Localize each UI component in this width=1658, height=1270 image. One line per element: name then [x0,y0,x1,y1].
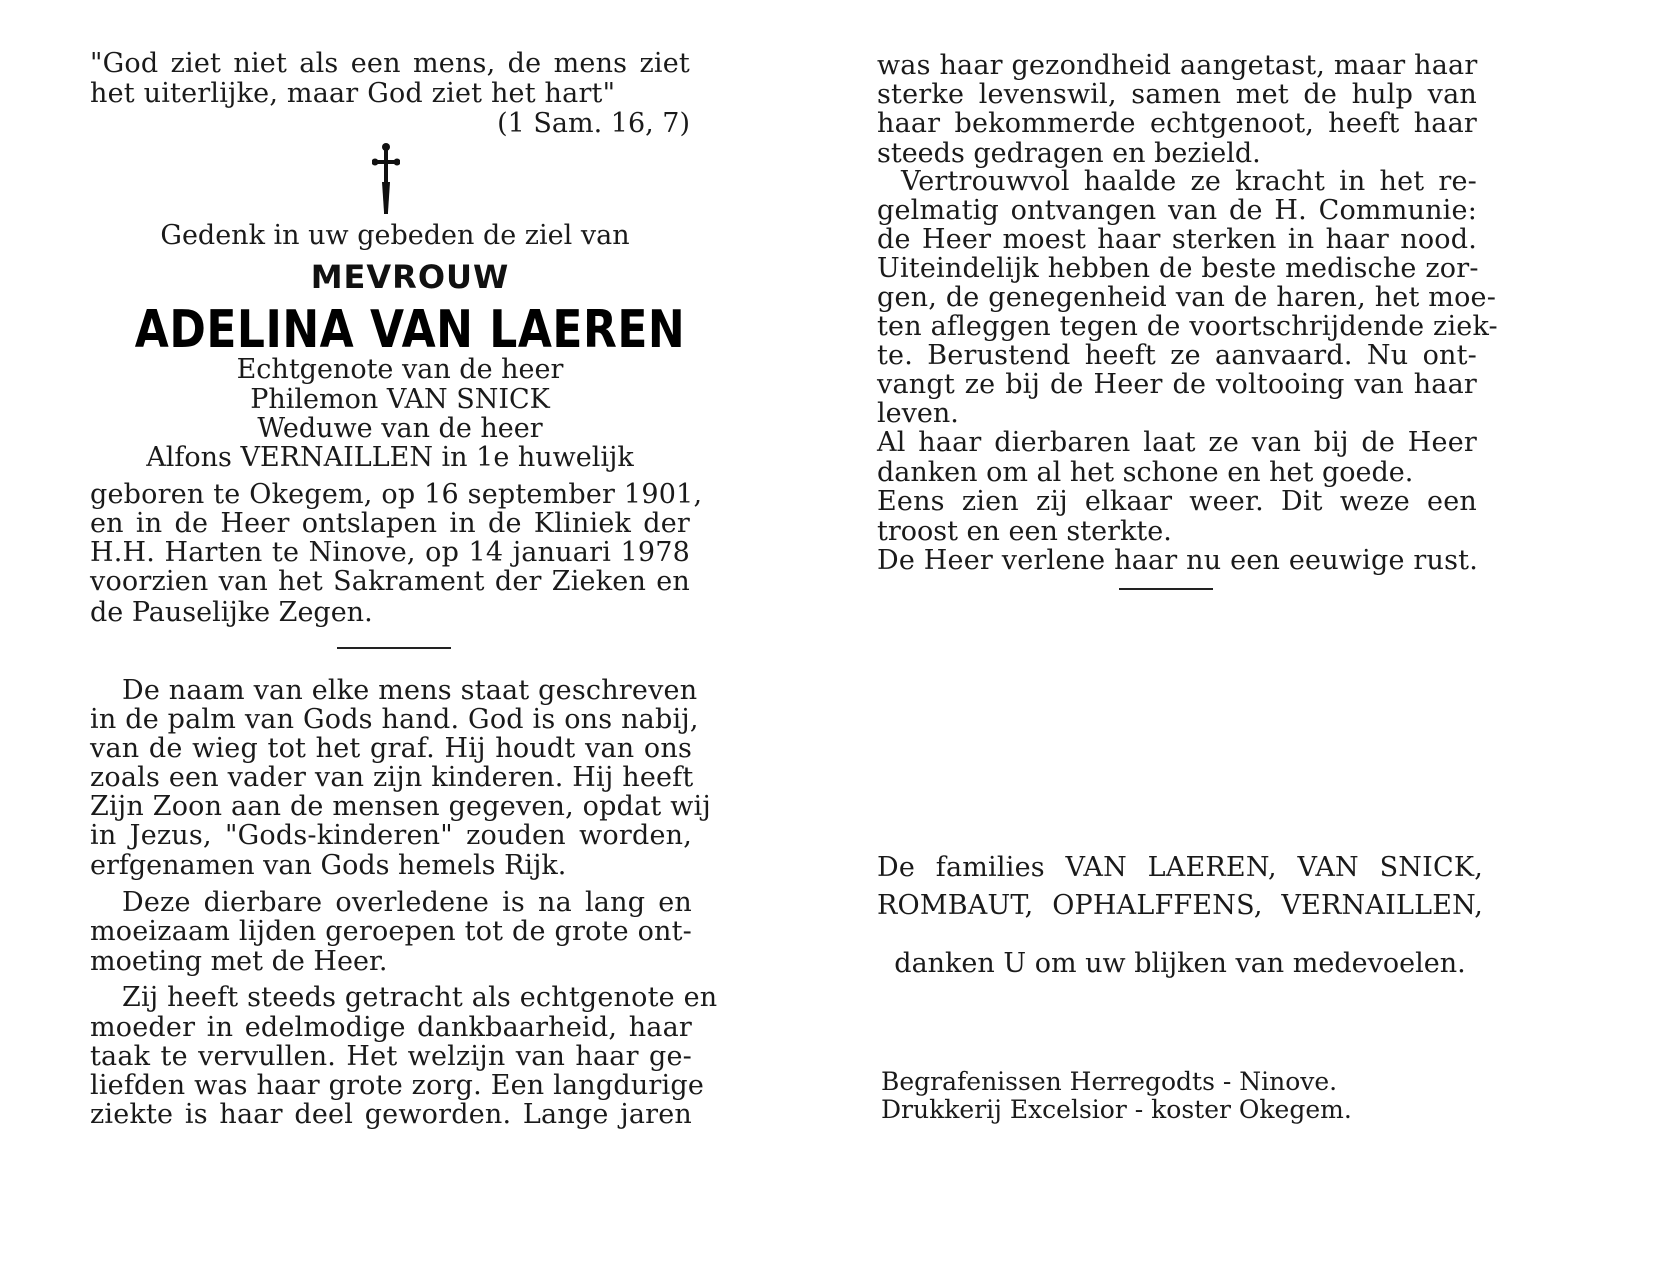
credit-line: Drukkerij Excelsior - koster Okegem. [881,1095,1352,1124]
paragraph-line: in Jezus, "Gods-kinderen" zouden worden, [90,820,692,851]
paragraph-line: van de wieg tot het graf. Hij houdt van ons [90,733,692,764]
quote-line: het uiterlijke, maar God ziet het hart" [90,78,616,109]
deceased-name: ADELINA VAN LAEREN [134,300,686,361]
paragraph-line: vangt ze bij de Heer de voltooing van haar [877,369,1477,400]
relation-line: Philemon VAN SNICK [250,384,550,415]
divider [337,647,451,649]
paragraph-line: steeds gedragen en bezield. [877,138,1261,169]
paragraph-line: moeting met de Heer. [90,946,388,977]
quote-line: "God ziet niet als een mens, de mens ziet [90,48,690,79]
bio-line: geboren te Okegem, op 16 september 1901, [90,479,703,510]
paragraph-line: De naam van elke mens staat geschreven [122,675,698,706]
credit-line: Begrafenissen Herregodts - Ninove. [881,1067,1338,1096]
thanks-line: danken U om uw blijken van medevoelen. [894,948,1466,979]
paragraph-line: ziekte is haar deel geworden. Lange jaren [90,1099,692,1130]
paragraph-line: Zijn Zoon aan de mensen gegeven, opdat wij [90,791,711,822]
paragraph-line: ten afleggen tegen de voortschrijdende ziek- [877,311,1498,342]
paragraph-line: liefden was haar grote zorg. Een langdurige [90,1070,705,1101]
honorific: MEVROUW [310,258,510,296]
families-line: De families VAN LAEREN, VAN SNICK, [877,852,1483,883]
bio-line: en in de Heer ontslapen in de Kliniek der [90,508,690,539]
quote-reference: (1 Sam. 16, 7) [497,108,690,139]
divider [1119,588,1213,590]
relation-line: Echtgenote van de heer [236,354,564,385]
paragraph-line: leven. [877,398,959,429]
paragraph-line: moeizaam lijden geroepen tot de grote ont- [90,916,692,947]
paragraph-line: danken om al het schone en het goede. [877,457,1414,488]
paragraph-line: Vertrouwvol haalde ze kracht in het re- [901,166,1477,197]
paragraph-line: Uiteindelijk hebben de beste medische zor- [877,253,1479,284]
paragraph-line: Zij heeft steeds getracht als echtgenote en [122,982,718,1013]
paragraph-line: Deze dierbare overledene is na lang en [122,887,692,918]
paragraph-line: Al haar dierbaren laat ze van bij de Heer [877,427,1477,458]
latin-cross-icon [372,142,400,216]
paragraph-line: in de palm van Gods hand. God is ons nabij, [90,704,699,735]
paragraph-line: haar bekommerde echtgenoot, heeft haar [877,108,1477,139]
paragraph-line: De Heer verlene haar nu een eeuwige rust. [877,545,1478,576]
remember-line: Gedenk in uw gebeden de ziel van [160,220,630,251]
relation-line: Weduwe van de heer [257,413,543,444]
bio-line: voorzien van het Sakrament der Zieken en [90,566,690,597]
bio-line: H.H. Harten te Ninove, op 14 januari 1978 [90,537,690,568]
paragraph-line: Eens zien zij elkaar weer. Dit weze een [877,486,1477,517]
paragraph-line: zoals een vader van zijn kinderen. Hij heeft [90,762,694,793]
paragraph-line: was haar gezondheid aangetast, maar haar [877,50,1478,81]
paragraph-line: moeder in edelmodige dankbaarheid, haar [90,1012,692,1043]
paragraph-line: erfgenamen van Gods hemels Rijk. [90,850,567,881]
families-line: ROMBAUT, OPHALFFENS, VERNAILLEN, [877,890,1483,921]
paragraph-line: gelmatig ontvangen van de H. Communie: [877,195,1477,226]
paragraph-line: te. Berustend heeft ze aanvaard. Nu ont- [877,340,1477,371]
paragraph-line: troost en een sterkte. [877,516,1172,547]
relation-line: Alfons VERNAILLEN in 1e huwelijk [146,442,634,473]
bio-line: de Pauselijke Zegen. [90,597,373,628]
right-page [829,0,1658,1270]
paragraph-line: de Heer moest haar sterken in haar nood. [877,224,1477,255]
paragraph-line: gen, de genegenheid van de haren, het moe- [877,282,1497,313]
paragraph-line: sterke levenswil, samen met de hulp van [877,79,1477,110]
paragraph-line: taak te vervullen. Het welzijn van haar ge- [90,1041,692,1072]
